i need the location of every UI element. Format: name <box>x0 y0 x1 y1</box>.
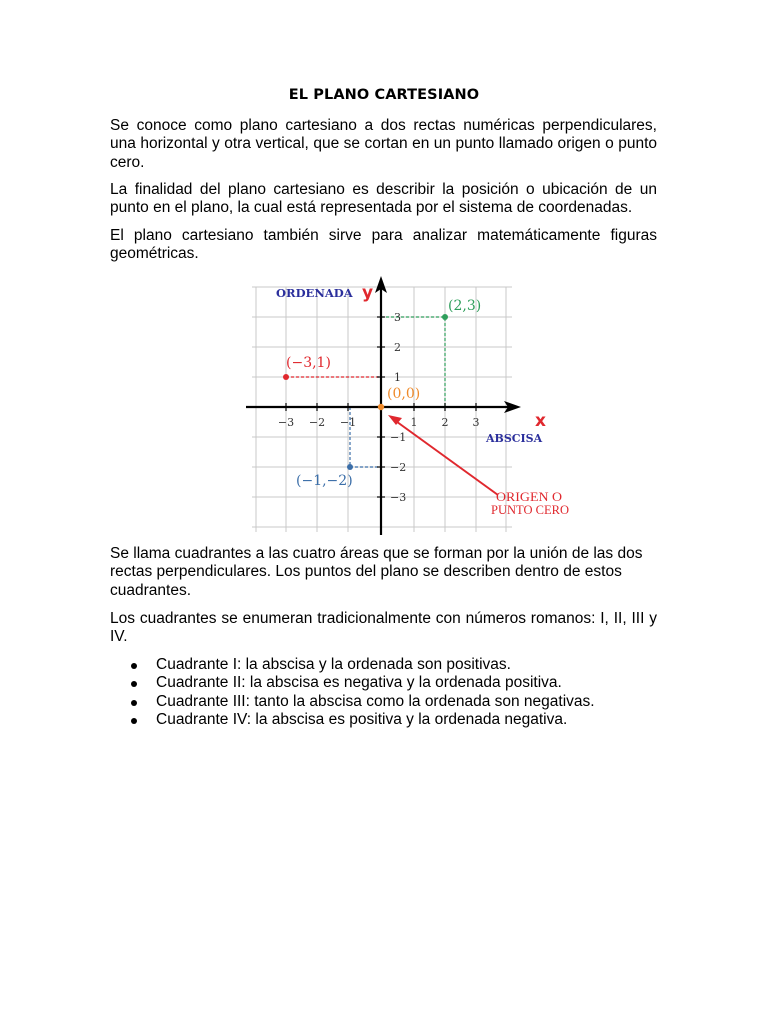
x-tick-label: 2 <box>441 416 449 429</box>
y-tick-label: −2 <box>390 461 407 474</box>
point-label-2-3: (2,3) <box>448 298 482 314</box>
list-item-text: Cuadrante III: tanto la abscisa como la ordenada son negativas. <box>156 692 595 710</box>
origin-point <box>378 404 384 410</box>
y-tick-label: 3 <box>394 311 401 324</box>
y-tick-label: 2 <box>394 341 401 354</box>
list-item-text: Cuadrante I: la abscisa y la ordenada son positivas. <box>156 656 511 673</box>
point-minus3-1 <box>283 374 289 380</box>
point-label-minus3-1: (−3,1) <box>286 355 331 371</box>
paragraph-intro: Se conoce como plano cartesiano a dos rectas numéricas perpendiculares, una horizontal y otra vertical, que se cortan en un punto llamado origen o punto cero. <box>110 117 657 171</box>
bullet-icon <box>131 681 137 687</box>
point-minus1-minus2 <box>347 464 353 470</box>
origin-caption-line2: PUNTO CERO <box>491 502 569 517</box>
paragraph-quadrants: Se llama cuadrantes a las cuatro áreas que se forman por la unión de las dos rectas perpendiculares. Los puntos del plano se describen dentro de estos cuadrantes. <box>110 545 643 599</box>
x-tick-label: −3 <box>277 416 295 429</box>
x-tick-label: −1 <box>339 416 357 429</box>
x-axis-letter: x <box>535 411 546 431</box>
list-item-text: Cuadrante II: la abscisa es negativa y la ordenada positiva. <box>156 674 562 692</box>
bullet-icon <box>131 663 137 669</box>
paragraph-purpose: La finalidad del plano cartesiano es describir la posición o ubicación de un punto en el plano, la cual está representada por el sistema de coordenadas. <box>110 181 657 217</box>
origin-label: (0,0) <box>387 386 421 402</box>
list-item-text: Cuadrante IV: la abscisa es positiva y la ordenada negativa. <box>156 710 568 728</box>
origin-caption-line1: ORIGEN O <box>496 489 562 504</box>
list-item <box>110 693 670 711</box>
document-title: EL PLANO CARTESIANO <box>288 87 480 103</box>
paragraph-geometry: El plano cartesiano también sirve para analizar matemáticamente figuras geométricas. <box>110 227 657 263</box>
cartesian-plane-figure <box>240 270 580 540</box>
point-2-3 <box>442 314 448 320</box>
y-axis-letter: y <box>362 283 374 303</box>
x-axis-name: ABSCISA <box>486 432 543 445</box>
x-tick-label: −2 <box>308 416 326 429</box>
x-tick-label: 3 <box>472 416 480 429</box>
bullet-icon <box>131 718 137 724</box>
list-item <box>110 674 670 692</box>
y-tick-label: 1 <box>394 371 401 384</box>
x-tick-label: 1 <box>410 416 418 429</box>
quadrant-list <box>110 656 670 729</box>
paragraph-roman-numerals: Los cuadrantes se enumeran tradicionalmente con números romanos: I, II, III y IV. <box>110 610 657 646</box>
y-axis-name: ORDENADA <box>276 286 353 300</box>
point-label-minus1-minus2: (−1,−2) <box>296 473 353 489</box>
bullet-icon <box>131 700 137 706</box>
y-tick-label: −3 <box>390 491 407 504</box>
list-item <box>110 656 670 674</box>
list-item <box>110 711 670 729</box>
y-tick-label: −1 <box>390 431 407 444</box>
